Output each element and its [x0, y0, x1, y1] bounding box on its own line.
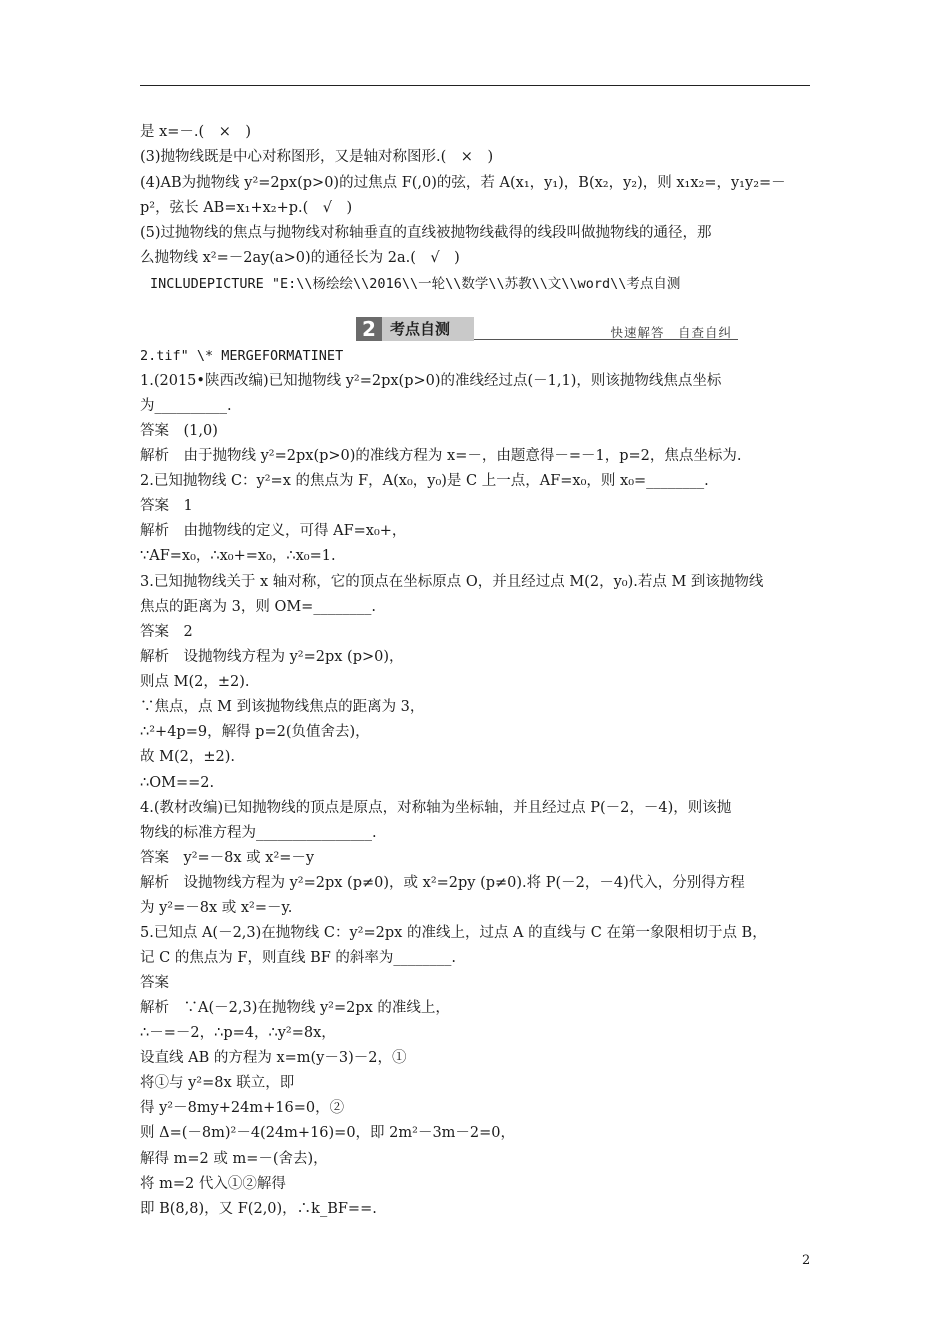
text-line: ∴²+4p=9，解得 p=2(负值舍去)，: [140, 724, 370, 740]
text-line: 么抛物线 x²=－2ay(a>0)的通径长为 2a.( √ ): [140, 250, 460, 266]
page-number: 2: [802, 1253, 811, 1268]
field-code-line: 2.tif" \* MERGEFORMATINET: [140, 348, 344, 364]
text-line: 则 Δ=(－8m)²－4(24m+16)=0，即 2m²－3m－2=0，: [140, 1125, 516, 1141]
text-line: 则点 M(2，±2).: [140, 674, 250, 690]
text-line: 是 x=－.( × ): [140, 124, 252, 140]
text-line: (3)抛物线既是中心对称图形，又是轴对称图形.( × ): [140, 149, 494, 165]
text-line: 解析 由于抛物线 y²=2px(p>0)的准线方程为 x=－，由题意得－=－1，p=2，焦点坐标为.: [140, 448, 742, 464]
banner-title: 考点自测: [390, 320, 451, 338]
text-line: 答案 (1,0): [140, 423, 218, 439]
text-line: 4.(教材改编)已知抛物线的顶点是原点，对称轴为坐标轴，并且经过点 P(－2，－4)，则该抛: [140, 800, 732, 816]
text-line: 答案 2: [140, 624, 193, 640]
banner-number: 2: [356, 317, 382, 341]
text-line: p²，弦长 AB=x₁+x₂+p.( √ ): [140, 200, 353, 216]
text-line: 3.已知抛物线关于 x 轴对称，它的顶点在坐标原点 O，并且经过点 M(2，y₀).若点 M 到该抛物线: [140, 574, 764, 590]
text-line: 答案 1: [140, 498, 193, 514]
banner-subtitle: 快速解答 自查自纠: [610, 325, 732, 340]
field-code-line: INCLUDEPICTURE "E:\\杨绘绘\\2016\\一轮\\数学\\苏教\\文\\word\\考点自测: [150, 276, 681, 292]
text-line: 2.已知抛物线 C：y²=x 的焦点为 F，A(x₀，y₀)是 C 上一点，AF=x₀，则 x₀=________.: [140, 473, 709, 489]
text-line: ∴OM==2.: [140, 775, 215, 791]
text-line: 将 m=2 代入①②解得: [140, 1176, 286, 1192]
text-line: ∵AF=x₀，∴x₀+=x₀，∴x₀=1.: [140, 548, 336, 564]
text-line: 解析 由抛物线的定义，可得 AF=x₀+，: [140, 523, 407, 539]
text-line: 设直线 AB 的方程为 x=m(y－3)－2，①: [140, 1050, 407, 1066]
text-line: 解析 ∵A(－2,3)在抛物线 y²=2px 的准线上，: [140, 1000, 450, 1016]
text-line: 答案: [140, 975, 169, 991]
text-line: 将①与 y²=8x 联立，即: [140, 1075, 295, 1091]
text-line: 得 y²－8my+24m+16=0，②: [140, 1100, 345, 1116]
header-rule: [140, 85, 810, 86]
text-line: 1.(2015•陕西改编)已知抛物线 y²=2px(p>0)的准线经过点(－1,1)，则该抛物线焦点坐标: [140, 373, 722, 389]
text-line: 焦点的距离为 3，则 OM=________.: [140, 599, 376, 615]
text-line: 答案 y²=－8x 或 x²=－y: [140, 850, 315, 866]
text-line: ∴－=－2，∴p=4，∴y²=8x，: [140, 1025, 336, 1041]
text-line: 为__________.: [140, 398, 232, 414]
text-line: 5.已知点 A(－2,3)在抛物线 C：y²=2px 的准线上，过点 A 的直线与 C 在第一象限相切于点 B，: [140, 925, 767, 941]
text-line: (5)过抛物线的焦点与抛物线对称轴垂直的直线被抛物线截得的线段叫做抛物线的通径，那: [140, 225, 712, 241]
text-line: 解析 设抛物线方程为 y²=2px (p≠0)，或 x²=2py (p≠0).将 P(－2，－4)代入，分别得方程: [140, 875, 745, 891]
text-line: ∵焦点，点 M 到该抛物线焦点的距离为 3，: [140, 699, 425, 715]
text-line: (4)AB为抛物线 y²=2px(p>0)的过焦点 F(,0)的弦，若 A(x₁，y₁)，B(x₂，y₂)，则 x₁x₂=，y₁y₂=－: [140, 175, 786, 191]
text-line: 解析 设抛物线方程为 y²=2px (p>0)，: [140, 649, 404, 665]
text-line: 物线的标准方程为________________.: [140, 825, 377, 841]
text-line: 解得 m=2 或 m=－(舍去)，: [140, 1151, 328, 1167]
text-line: 故 M(2，±2).: [140, 749, 235, 765]
text-line: 即 B(8,8)，又 F(2,0)，∴k_BF==.: [140, 1201, 377, 1217]
section-banner: [356, 317, 738, 345]
text-line: 为 y²=－8x 或 x²=－y.: [140, 900, 293, 916]
text-line: 记 C 的焦点为 F，则直线 BF 的斜率为________.: [140, 950, 457, 966]
